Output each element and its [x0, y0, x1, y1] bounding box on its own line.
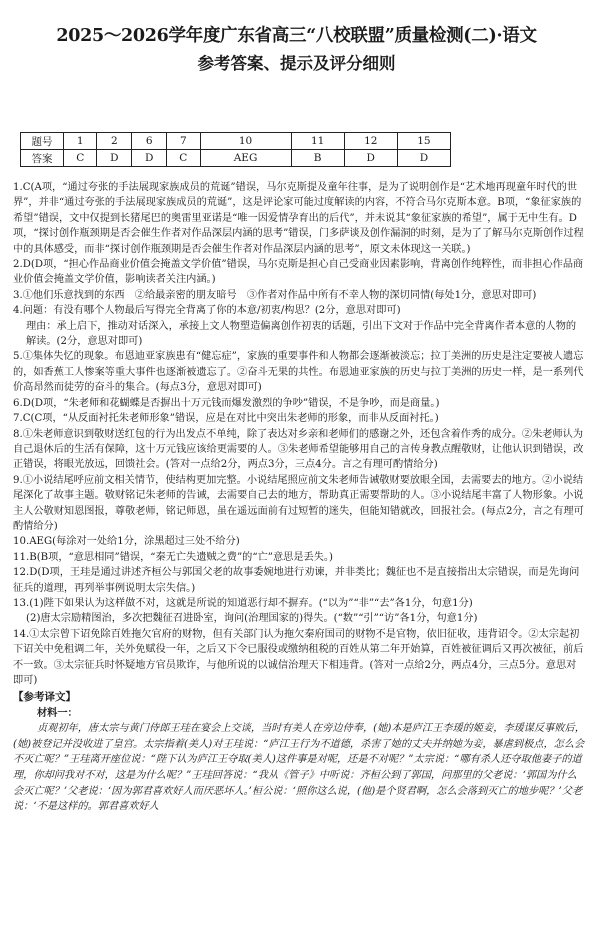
answer-item: [13, 473, 585, 535]
answer-table-number: 2: [97, 133, 132, 150]
answer-table-answer: D: [132, 150, 167, 167]
answer-item-text: 12.D(D项，王珪是通过讲述齐桓公与郭国父老的故事委婉地进行劝谏，并非类比；魏征也不是直接指出太宗错误，而是先询问征兵的道理，再列举事例说明太宗失信。): [13, 567, 580, 594]
answer-table-answer: D: [97, 150, 132, 167]
answer-item-text: 1.C(A项，“通过夸张的手法展现家族成员的荒诞”错误，马尔克斯提及童年往事，是为了说明创作是“艺术地再现童年时代的世界”，并非“通过夸张的手法展现家族成员的荒诞”，这是评论家可能过度解读的内容，不符合马尔克斯本意。B项，“象征家族的希望”错误，文中仅提到长猪尾巴的奥雷里亚诺是“唯一因爱情孕育出的后代”，并未说其“象征家族的希望”，属于无中生有。D项，“探讨创作瓶颈期是否会催生作者对作品深层内涵的思考”错误，门多萨谈及创作漏洞的时刻，是为了了解马尔克斯创作过程中的具体感受，而非“探讨创作瓶颈期是否会催生作者对作品深层内涵的思考”，原文未体现这一关联。): [13, 182, 584, 255]
answer-table-answer-row: [21, 150, 451, 167]
answer-item-text: 4.问题：有没有哪个人物最后写得完全背离了你的本意/初衷/构思？(2分，意思对即可): [13, 305, 401, 317]
answer-item-text: 5.①集体失忆的现象。布恩迪亚家族患有“健忘症”，家族的重要事件和人物都会逐渐被淡忘；拉丁美洲的历史是注定要被人遗忘的，如香蕉工人惨案等重大事件也逐渐被遗忘了。②奋斗无果的共性。布恩迪亚家族的历史与拉丁美洲的历史一样，是一系列代价高昂然而徒劳的奋斗的集合。(每点3分，意思对即可): [13, 351, 584, 394]
answer-table-number: 15: [397, 133, 450, 150]
answer-table-row-label: 答案: [21, 150, 64, 167]
answer-item-text: 9.①小说结尾呼应前文相关情节，使结构更加完整。小说结尾照应前文朱老师告诫敬财要放眼全国，去需要去的地方。②小说结尾深化了故事主题。敬财铭记朱老师的告诫，去需要自己去的地方，帮助真正需要帮助的人。③小说结尾丰富了人物形象。小说主人公敬财知恩图报，尊敬老师，铭记师恩，虽在遥远面前有过短暂的迷失，但能知错就改，回报社会。(每点2分，言之有理可酌情给分): [13, 474, 584, 532]
material-label: 材料一：: [37, 707, 78, 719]
answer-item: [13, 303, 585, 349]
answer-table-answer: C: [167, 150, 200, 167]
answer-item-text: 8.①朱老师意识到敬财送红包的行为出发点不单纯，除了表达对乡亲和老师们的感谢之外，还包含着作秀的成分。②朱老师认为自己退休后的生活有保障，这十万元钱应该给更需要的人。③朱老师希望能够用自己的言传身教点醒敬财，让他认识到错误，改正错误，将眼光放远，回馈社会。(答对一点给2分，两点3分，三点4分。言之有理可酌情给分): [13, 428, 584, 471]
answer-item-text: 7.C(C项，“从反面衬托朱老师形象”错误，应是在对比中突出朱老师的形象，而非从反面衬托。): [13, 413, 439, 425]
answer-item: [13, 427, 585, 473]
answer-table-answer: D: [344, 150, 397, 167]
answer-item: [13, 565, 585, 596]
answer-item: [13, 349, 585, 395]
answer-item: [13, 627, 585, 689]
answer-table-number: 7: [167, 133, 200, 150]
answer-table-number-row: [21, 133, 451, 150]
answer-table-number: 11: [291, 133, 344, 150]
answer-item: [13, 550, 585, 565]
answer-item-text: 3.①他们乐意找到的东西 ②给最亲密的朋友暗号 ③作者对作品中所有不幸人物的深切同情(每处1分，意思对即可): [13, 289, 537, 301]
answer-item: [13, 180, 585, 257]
answer-table-number: 1: [64, 133, 97, 150]
answer-item-text: 13.(1)陛下如果认为这样做不对，这就是所说的知道恶行却不摒弃。(“以为”“非”“去”各1分，句意1分): [13, 597, 473, 609]
answer-item-text: 10.AEG(每涂对一处给1分，涂黑超过三处不给分): [13, 536, 240, 548]
page-title: 2025～2026学年度广东省高三“八校联盟”质量检测(二)·语文: [56, 26, 537, 46]
answer-item-subtext: (2)唐太宗励精图治，多次把魏征召进卧室，询问(治理国家的)得失。(“数”“引”“访”各1分，句意1分): [26, 613, 478, 625]
answer-item: [13, 596, 585, 627]
answer-item: [13, 257, 585, 288]
section-heading: 【参考译文】: [13, 691, 76, 704]
answer-table-answer: AEG: [200, 150, 291, 167]
answer-item: [13, 288, 585, 303]
answer-item-text: 11.B(B项，“意思相同”错误，“秦无亡失遗贼之费”的“亡”意思是丢失。): [13, 551, 333, 563]
answer-table-number: 6: [132, 133, 167, 150]
answer-table: [20, 132, 451, 167]
answer-explanations: [13, 180, 585, 815]
answer-table-number: 12: [344, 133, 397, 150]
answer-item: [13, 411, 585, 426]
answer-item: [13, 534, 585, 549]
translation-text: 贞观初年，唐太宗与黄门侍郎王珪在宴会上交谈，当时有美人在旁边侍奉，(她)本是庐江王李瑗的姬妾，李瑗谋反事败后，(她)被登记并没收进了皇宫。太宗指着(美人)对王珪说：“庐江王行为不道德，杀害了她的丈夫并纳她为妾，暴虐到极点，怎么会不灭亡呢？”王珪离开座位说：“陛下认为庐江王夺取(美人)这件事是对呢，还是不对呢？”太宗说：“哪有杀人还夺取他妻子的道理，你却问我对不对，这是为什么呢？”王珪回答说：“我从《管子》中听说：齐桓公到了郭国，问那里的父老说：‘郭国为什么会灭亡呢？’父老说：‘因为郭君喜欢好人而厌恶坏人。’桓公说：‘照你这么说，(他)是个贤君啊，怎么会落到灭亡的地步呢？’父老说：‘不是这样的。郭君喜欢好人: [13, 723, 585, 813]
answer-table-answer: D: [397, 150, 450, 167]
page-subtitle: 参考答案、提示及评分细则: [197, 54, 396, 73]
answer-item: [13, 396, 585, 411]
answer-item-text: 2.D(D项，“担心作品商业价值会掩盖文学价值”错误，马尔克斯是担心自己受商业因素影响，背离创作纯粹性，而非担心作品商业价值会掩盖文学价值，影响读者关注内涵。): [13, 259, 584, 286]
answer-table-row-label: 题号: [21, 133, 64, 150]
answer-item-text: 14.①太宗曾下诏免除百姓拖欠官府的财物，但有关部门认为拖欠秦府国司的财物不是官物，依旧征收，违背诏令。②太宗起初下诏关中免租调二年，关外免赋役一年，之后又下令已服役或缴纳租税的百姓从第二年开始算，百姓被征调后又再次被征，前后不一致。③太宗征兵时怀疑地方官员欺诈，与他所说的以诚信治理天下相违背。(答对一点给2分，两点4分，三点5分。意思对即可): [13, 628, 584, 686]
answer-table-answer: C: [64, 150, 97, 167]
answer-table-answer: B: [291, 150, 344, 167]
answer-table-number: 10: [200, 133, 291, 150]
answer-item-subtext: 理由：承上启下，推动对话深入，承接上文人物塑造偏离创作初衷的话题，引出下文对于作品中完全背离作者本意的人物的解读。(2分，意思对即可): [26, 320, 577, 348]
answer-item-text: 6.D(D项，“朱老师和花蝴蝶是否摒出十万元钱而爆发激烈的争吵”错误，不是争吵，而是商量。): [13, 397, 440, 409]
